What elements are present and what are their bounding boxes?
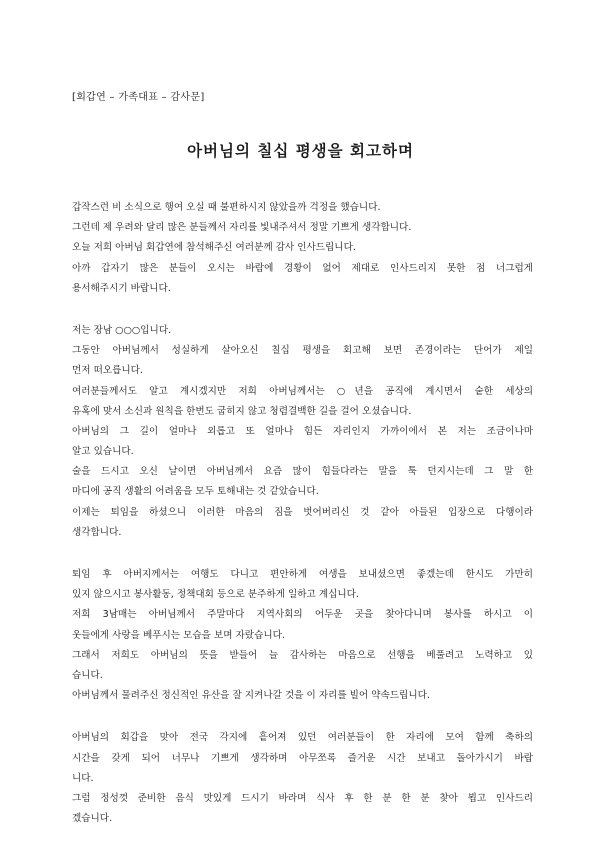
text-line: 그래서 저희도 아버님의 뜻을 받들어 늘 감사하는 마음으로 선행을 베풀려고 노력하고 있 (72, 649, 533, 661)
text-line: 퇴임 후 아버지께서는 여행도 다니고 편안하게 여생을 보내셨으면 좋겠는데 한시도 가만히 (72, 569, 533, 580)
paragraph (72, 728, 533, 829)
text-line: 그런데 제 우려와 달리 많은 분들께서 자리를 빛내주셔서 정말 기쁘게 생각합니다. (72, 222, 412, 234)
text-line: 생각합니다. (72, 526, 122, 538)
text-line: 겠습니다. (72, 813, 113, 825)
text-line: 오늘 저희 아버님 회갑연에 참석해주신 여러분께 감사 인사드립니다. (72, 242, 356, 254)
text-line: 그럼 정성껏 준비한 음식 맛있게 드시기 바라며 식사 후 한 분 한 분 찾아 뵙고 인사드리 (72, 792, 533, 804)
text-line: 먼저 떠오릅니다. (72, 365, 143, 377)
text-line: 아버님의 회갑을 맞아 전국 각지에 흩어져 있던 여러분들이 한 자리에 모여 함께 축하의 (72, 732, 533, 744)
text-line: 마디에 공직 생활의 어려움을 모두 토해내는 것 같았습니다. (72, 486, 319, 498)
text-line: 웃들에게 사랑을 베푸시는 모습을 보며 자랐습니다. (72, 629, 285, 641)
text-line: 이제는 퇴임을 하셨으니 이러한 마음의 짐을 벗어버리신 것 같아 아들된 입장으로 다행이라 (72, 506, 533, 518)
text-line: 시간을 갖게 되어 너무나 기쁘게 생각하며 아무쪼록 즐거운 시간 보내고 돌아가시기 바랍 (72, 752, 533, 764)
text-line: 술을 드시고 오신 날이면 아버님께서 요즘 많이 힘들다라는 말을 툭 던지시는데 그 말 한 (72, 466, 533, 478)
text-line: 있지 않으시고 봉사활동, 정책대회 등으로 분주하게 일하고 계십니다. (72, 589, 359, 601)
text-line: 유혹에 맞서 소신과 원칙을 한번도 굽히지 않고 청렴결백한 길을 걸어 오셨습니다. (72, 405, 412, 417)
text-line: 아버님의 그 길이 얼마나 외롭고 또 얼마나 힘든 자리인지 가까이에서 본 저는 조금이나마 (72, 425, 533, 437)
text-line: 습니다. (72, 669, 103, 681)
text-line: 아까 갑자기 많은 분들이 오시는 바람에 경황이 없어 제대로 인사드리지 못한 점 너그럽게 (72, 262, 533, 274)
text-line: 알고 있습니다. (72, 446, 134, 458)
text-line: 니다. (72, 772, 94, 784)
text-line: 그동안 아버님께서 성실하게 살아오신 칠십 평생을 회고해 보면 존경이라는 단어가 제일 (72, 345, 533, 357)
text-line: 갑작스런 비 소식으로 행여 오실 때 불편하시지 않았을까 걱정을 했습니다. (72, 202, 381, 213)
text-line: 용서해주시기 바랍니다. (72, 282, 171, 294)
document-body (72, 198, 533, 829)
text-line: 여러분들께서도 알고 계시겠지만 저희 아버님께서는 ○년을 공직에 계시면서 숱한 세상의 (72, 385, 533, 397)
text-line: 아버님께서 물려주신 정신적인 유산을 잘 지켜나갈 것을 이 자리를 빌어 약속드립니다. (72, 690, 430, 702)
paragraph (72, 198, 533, 299)
document-category-tag: [회갑연 – 가족대표 – 감사문] (72, 92, 205, 103)
document-title: 아버님의 칠십 평생을 회고하며 (187, 142, 414, 160)
paragraph (72, 565, 533, 706)
paragraph (72, 321, 533, 543)
text-line: 저희 3남매는 아버님께서 주말마다 지역사회의 어두운 곳을 찾아다니며 봉사를 하시고 이 (72, 609, 533, 621)
text-line: 저는 장남 ○○○입니다. (72, 324, 172, 336)
